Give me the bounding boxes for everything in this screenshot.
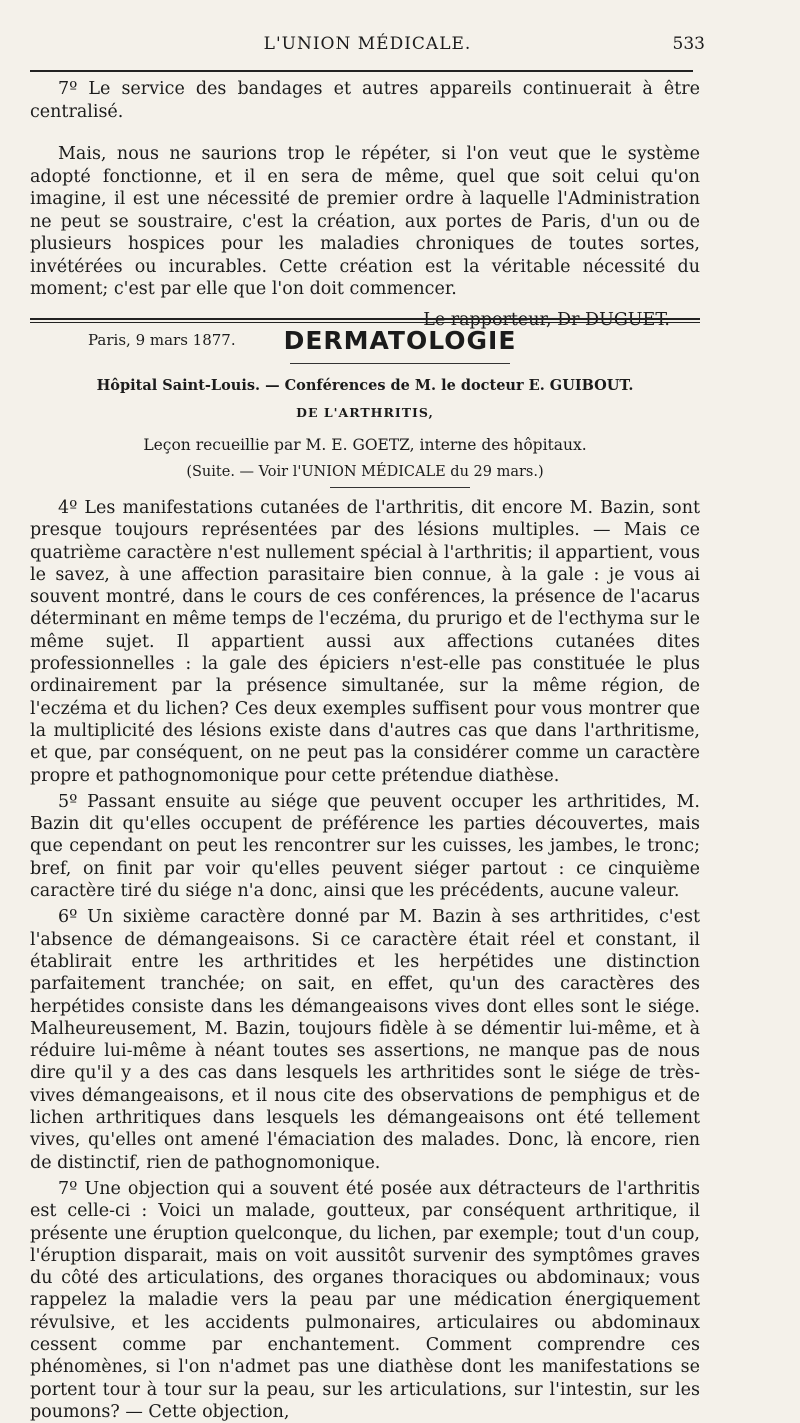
paragraph-4: 4º Les manifestations cutanées de l'arthritis, dit encore M. Bazin, sont presque toujours représentées par des lésions multiples. — Mais ce quatrième caractère n'est nullement spécial à l'arthritis; il appartient, vous le savez, à une affection parasitaire bien connue, à la gale : je vous ai souvent montré, dans le cours de ces conférences, la présence de l'acarus déterminant en même temps de l'eczéma, du prurigo et de l'ecthyma sur le même sujet. Il appartient aussi aux affections cutanées dites professionnelles : la gale des épiciers n'est-elle pas constituée le plus ordinairement par la présence simultanée, sur la même région, de l'eczéma et du lichen? Ces deux exemples suffisent pour vous montrer que la multiplicité des lésions existe dans d'autres cas que dans l'arthritisme, et que, par conséquent, on ne peut pas la considérer comme un caractère propre et pathognomonique pour cette prétendue diathèse. [30,498,700,786]
heading-rule [330,487,470,488]
lecture-body [30,497,700,1423]
page-number: 533 [672,34,705,54]
report-date: Paris, 9 mars 1877. [88,331,236,349]
lecture-heading [30,375,700,483]
title-underline [290,363,510,364]
lecture-subject: DE L'ARTHRITIS, [296,404,434,420]
item-7: 7º Le service des bandages et autres appareils continuerait à être centralisé. [30,79,700,122]
header-rule [30,70,693,72]
top-block [30,78,700,352]
continuation-note: (Suite. — Voir l'UNION MÉDICALE du 29 mars.) [186,463,544,480]
section-title: DERMATOLOGIE [283,326,517,355]
signature: Le rapporteur, Dr DUGUET. [423,309,670,330]
paragraph-7: 7º Une objection qui a souvent été posée aux détracteurs de l'arthritis est celle-ci : Voici un malade, goutteux, par conséquent arthritique, il présente une éruption quelconque, du lichen, par exemple; tout d'un coup, l'éruption disparait, mais on voit aussitôt survenir des symptômes graves du côté des articulations, des organes thoraciques ou abdominaux; vous rappelez la maladie vers la peau par une médication énergiquement révulsive, et les accidents pulmonaires, articulaires ou abdominaux cessent comme par enchantement. Comment comprendre ces phénomènes, si l'on n'admet pas une diathèse dont les manifestations se portent tour à tour sur la peau, sur les articulations, sur l'intestin, sur les poumons? — Cette objection, [30,1178,700,1422]
paragraph-5: 5º Passant ensuite au siége que peuvent occuper les arthritides, M. Bazin dit qu'elles occupent de préférence les parties découvertes, mais que cependant on peut les rencontrer sur les cuisses, les jambes, le tronc; bref, on finit par voir qu'elles peuvent siéger partout : ce cinquième caractère tiré du siége n'a donc, ainsi que les précédents, aucune valeur. [30,791,700,902]
journal-title: L'UNION MÉDICALE. [263,34,472,54]
closing-paragraph: Mais, nous ne saurions trop le répéter, si l'on veut que le système adopté fonctionne, et il en sera de même, quel que soit celui qu'on imagine, il est une nécessité de premier ordre à laquelle l'Administration ne peut se soustraire, c'est la création, aux portes de Paris, d'un ou de plusieurs hospices pour les maladies chroniques de toutes sortes, invétérées ou incurables. Cette création est la véritable nécessité du moment; c'est par elle que l'on doit commencer. [30,144,700,299]
section-separator [30,318,700,323]
paragraph-6: 6º Un sixième caractère donné par M. Bazin à ses arthritides, c'est l'absence de démangeaisons. Si ce caractère était réel et constant, il établirait entre les arthritides et les herpétides une distinction parfaitement tranchée; on sait, en effet, qu'un des caractères des herpétides consiste dans les démangeaisons vives dont elles sont le siége. Malheureusement, M. Bazin, toujours fidèle à se démentir lui-même, et à réduire lui-même à néant toutes ses assertions, ne manque pas de nous dire qu'il y a des cas dans lesquels les arthritides sont le siége de très-vives démangeaisons, et il nous cite des observations de pemphigus et de lichen arthritiques dans lesquels les démangeaisons ont été tellement vives, qu'elles ont amené l'émaciation des malades. Donc, là encore, rien de distinctif, rien de pathognomonique. [30,907,700,1173]
hospital-line: Hôpital Saint-Louis. — Conférences de M. le docteur E. GUIBOUT. [96,377,634,394]
running-header [30,34,705,60]
lecture-credit: Leçon recueillie par M. E. GOETZ, interne des hôpitaux. [143,436,587,454]
